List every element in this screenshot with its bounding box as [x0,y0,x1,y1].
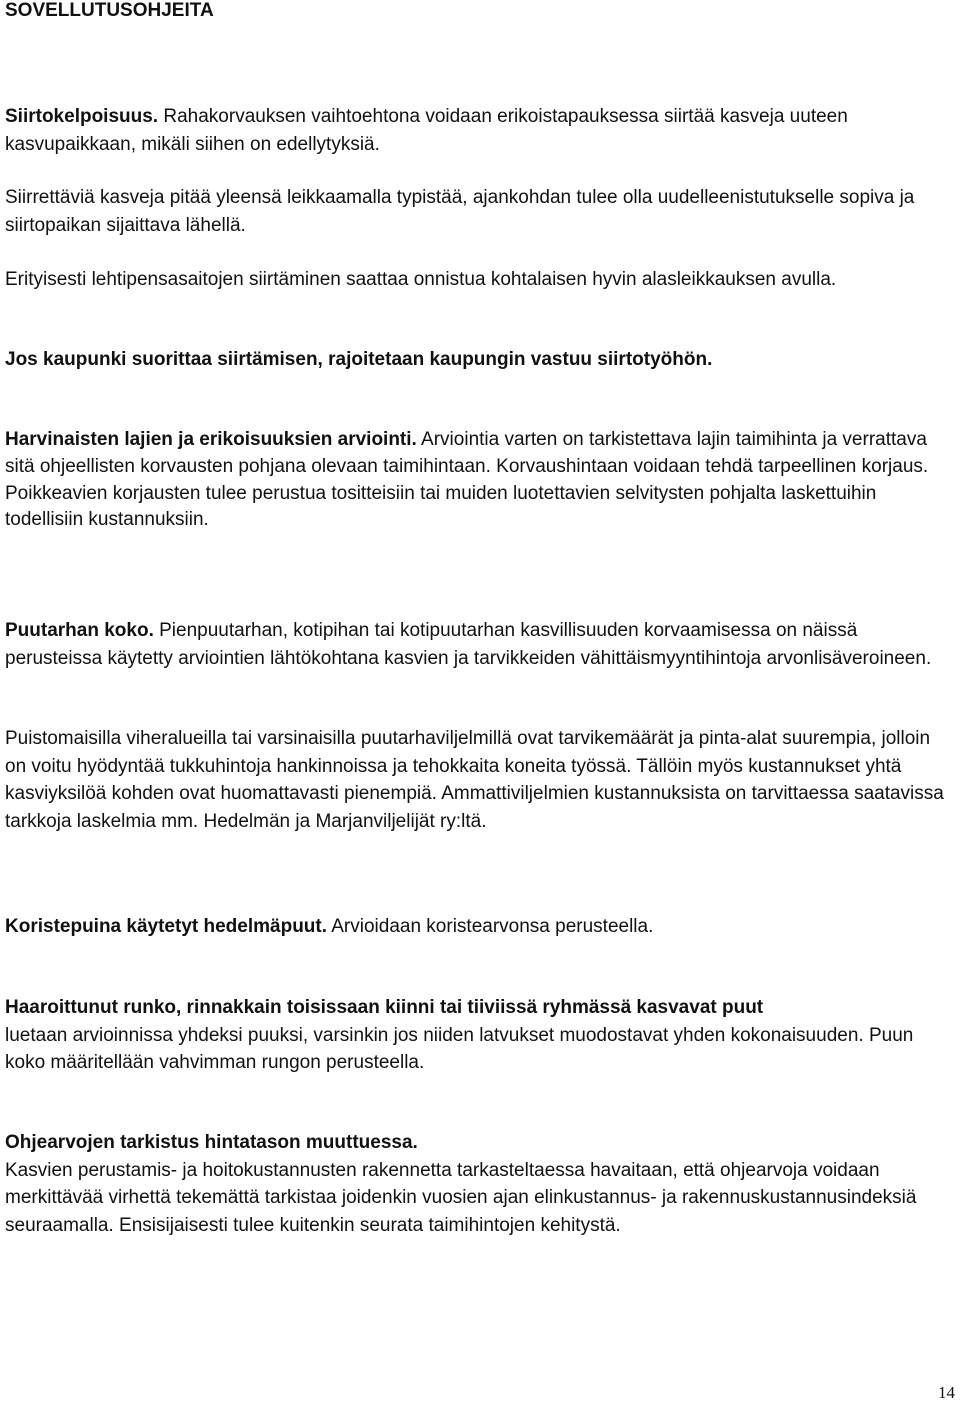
paragraph-heading: Jos kaupunki suorittaa siirtämisen, rajoitetaan kaupungin vastuu siirtotyöhön. [5,349,713,370]
paragraph-heading: Ohjearvojen tarkistus hintatason muuttuessa. [5,1132,418,1153]
paragraph-text: Arvioidaan koristearvonsa perusteella. [327,916,654,937]
paragraph-heading: Haaroittunut runko, rinnakkain toisissaan kiinni tai tiiviissä ryhmässä kasvavat puut [5,997,764,1018]
paragraph-text: Pienpuutarhan, kotipihan tai kotipuutarhan kasvillisuuden korvaamisessa on näissä perusteissa käytetty arviointien lähtökohtana kasvien ja tarvikkeiden vähittäismyyntihintoja arvonlisäveroineen. [5,620,932,669]
paragraph-text: Rahakorvauksen vaihtoehtona voidaan erikoistapauksessa siirtää kasveja uuteen kasvupaikkaan, mikäli siihen on edellytyksiä. [5,106,848,155]
paragraph-text: Puistomaisilla viheralueilla tai varsinaisilla puutarhaviljelmillä ovat tarvikemäärät ja pinta-alat suurempia, jolloin on voitu hyödyntää tukkuhintoja hankinnoissa ja tehokkaita koneita työssä. Tällöin myös kustannukset yhtä kasviyksilöä kohden ovat huomattavasti pienempiä. Ammattiviljelmien kustannuksista on tarvittaessa saatavissa tarkkoja laskelmia mm. Hedelmän ja Marjanviljelijät ry:ltä. [5,728,944,832]
paragraph-text: Arviointia varten on tarkistettava lajin taimihinta ja verrattava sitä ohjeellisten korvausten pohjana olevaan taimihintaan. Korvaushintaan voidaan tehdä tarpeellinen korjaus. [5,429,929,477]
paragraph-heading: Koristepuina käytetyt hedelmäpuut. [5,916,328,937]
paragraph-ohjearvojen-tarkistus [5,1129,954,1239]
page-title: SOVELLUTUSOHJEITA [5,0,214,21]
paragraph-text: Kasvien perustamis- ja hoitokustannusten rakennetta tarkasteltaessa havaitaan, että ohjearvoja voidaan merkittävää virhettä tekemättä tarkistaa joidenkin vuosien ajan elinkustannus- ja rakennuskustannusindeksiä seuraamalla. Ensisijaisesti tulee kuitenkin seurata taimihintojen kehitystä. [5,1159,917,1236]
paragraph-heading: Siirtokelpoisuus. [5,106,159,127]
paragraph-harvinaiset-lajit [5,427,954,534]
paragraph-haaroittunut-runko [5,994,954,1077]
paragraph-siirtokelpoisuus [5,103,954,158]
paragraph-koristepuut [5,913,954,941]
paragraph-siirrettavia [5,184,954,239]
paragraph-text: luetaan arvioinnissa yhdeksi puuksi, varsinkin jos niiden latvukset muodostavat yhden kokonaisuuden. Puun koko määritellään vahvimman rungon perusteella. [5,1024,914,1073]
paragraph-puistomaiset-alueet [5,725,954,835]
paragraph-heading: Harvinaisten lajien ja erikoisuuksien arviointi. [5,429,417,450]
paragraph-text: Erityisesti lehtipensasaitojen siirtäminen saattaa onnistua kohtalaisen hyvin alasleikkauksen avulla. [5,269,837,290]
paragraph-text: Siirrettäviä kasveja pitää yleensä leikkaamalla typistää, ajankohdan tulee olla uudelleenistutukselle sopiva ja siirtopaikan sijaittava lähellä. [5,187,915,236]
paragraph-kaupungin-vastuu [5,346,954,374]
paragraph-text-2: Poikkeavien korjausten tulee perustua tositteisiin tai muiden luotettavien selvitysten pohjalta laskettuihin todellisiin kustannuksiin. [5,482,877,531]
paragraph-erityisesti [5,266,954,294]
paragraph-heading: Puutarhan koko. [5,620,154,641]
paragraph-puutarhan-koko [5,617,954,672]
page-number: 14 [938,1383,955,1402]
